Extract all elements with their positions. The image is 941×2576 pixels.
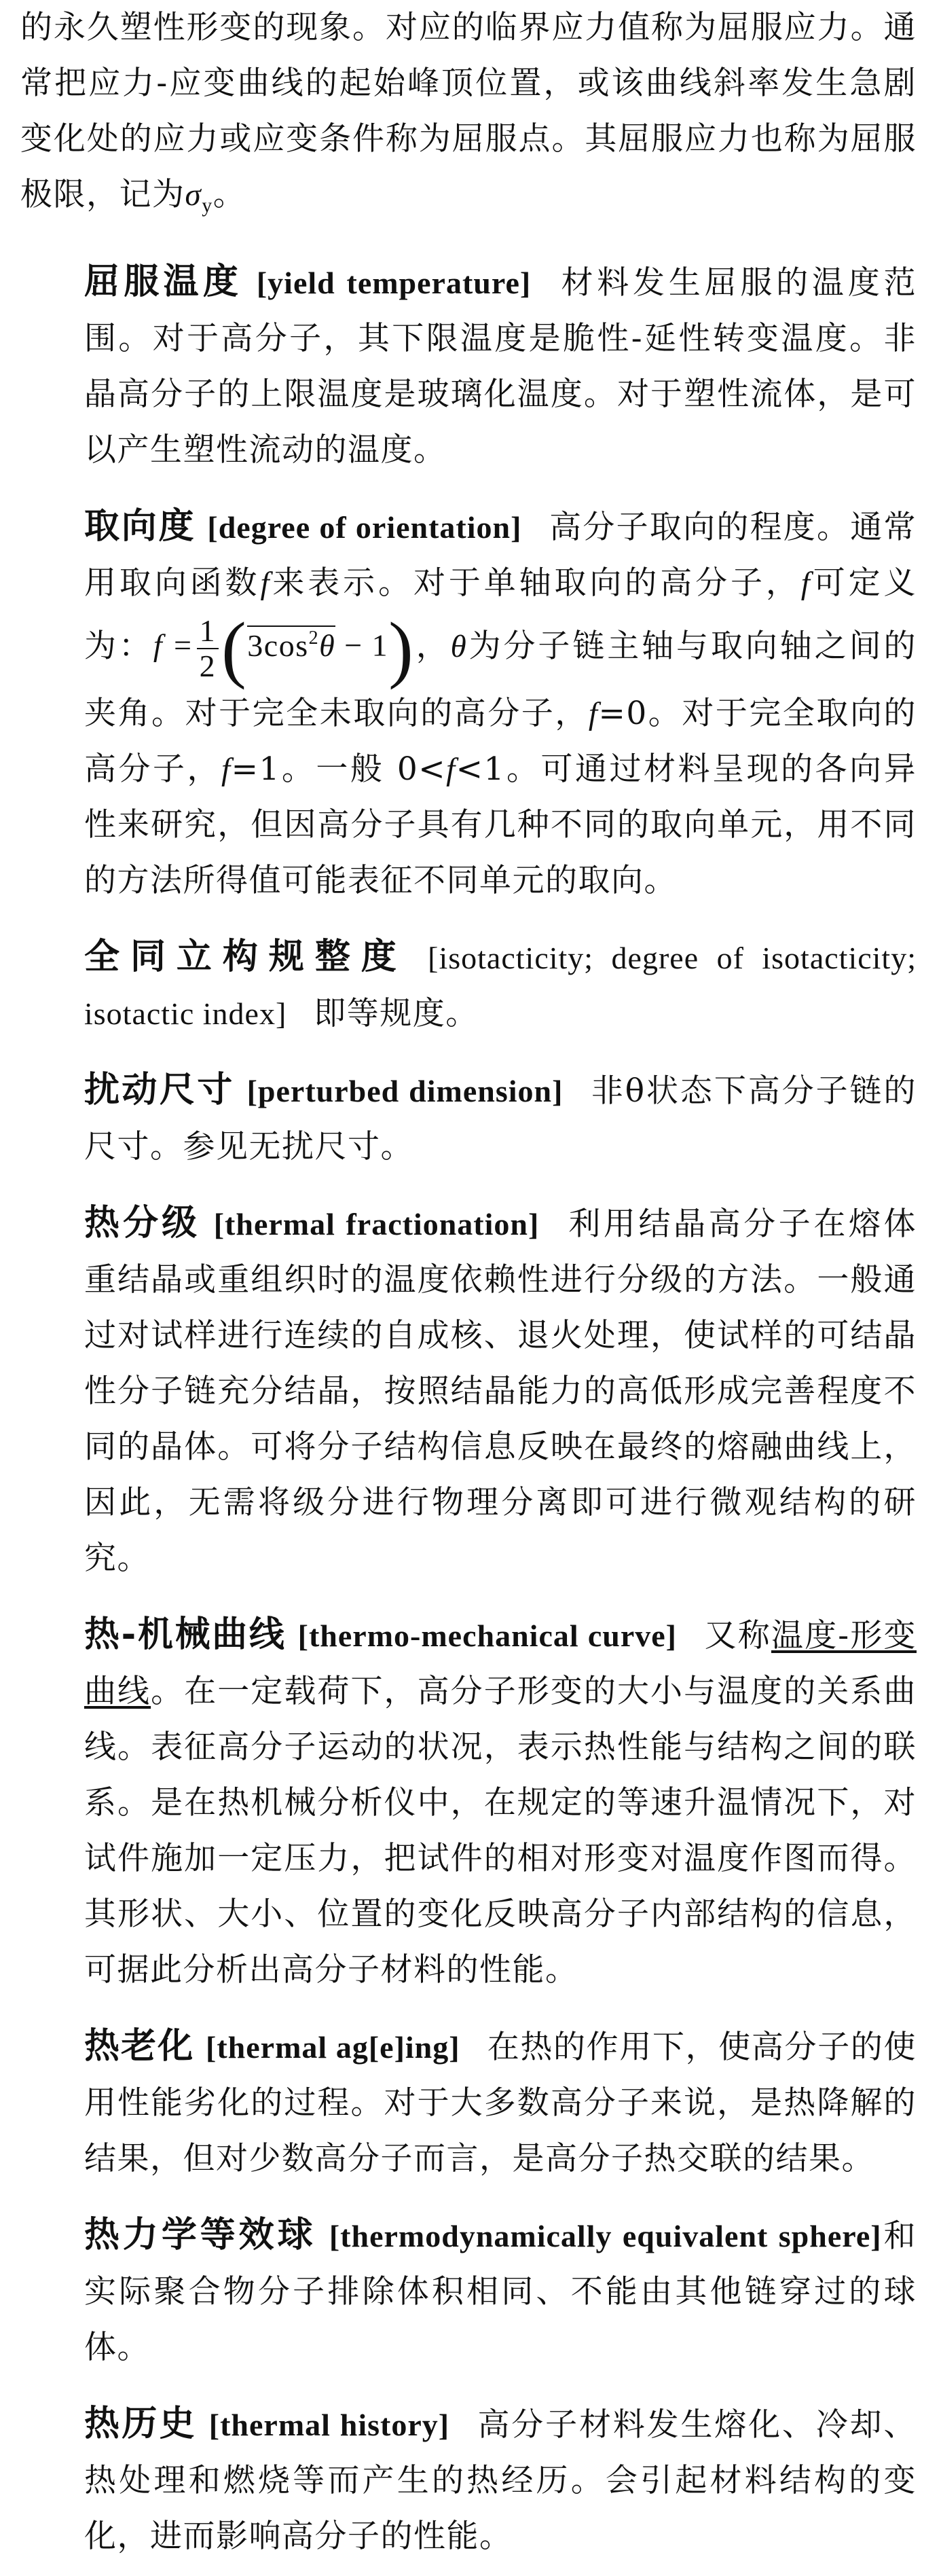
entry-english: [perturbed dimension] [246, 1074, 564, 1108]
entry-isotacticity [20, 929, 917, 1042]
entry-term: 屈服温度 [84, 261, 243, 302]
entry-english: [isotacticity; degree of isotacticity; isotactic index] [84, 941, 917, 1031]
entry-english: [thermal ag[e]ing] [206, 2030, 460, 2065]
entry-thermal-aging [20, 2018, 917, 2187]
entry-definition: 高分子材料发生熔化、冷却、热处理和燃烧等而产生的热经历。会引起材料结构的变化，进而影响高分子的性能。 [84, 2406, 917, 2555]
entry-definition: 在热的作用下，使高分子的使用性能劣化的过程。对于大多数高分子来说，是热降解的结果，但对少数高分子而言，是高分子热交联的结果。 [84, 2029, 917, 2177]
entry-term: 扰动尺寸 [84, 1070, 235, 1110]
entry-thermodynamic-sphere [20, 2207, 917, 2376]
entry-english: [yield temperature] [256, 266, 532, 300]
entry-term: 热老化 [84, 2026, 195, 2067]
entry-term: 热分级 [84, 1203, 201, 1244]
entry-definition: 利用结晶高分子在熔体重结晶或重组织时的温度依赖性进行分级的方法。一般通过对试样进行连续的自成核、退火处理，使试样的可结晶性分子链充分结晶，按照结晶能力的高低形成完善程度不同的晶体。可将分子结构信息反映在最终的熔融曲线上，因此，无需将级分进行物理分离即可进行微观结构的研究。 [84, 1205, 917, 1577]
cross-reference-link[interactable]: 温度-形变曲线 [84, 1617, 917, 1710]
entry-definition: 和实际聚合物分子排除体积相同、不能由其他链穿过的球体。 [84, 2217, 917, 2366]
entry-thermal-history [20, 2396, 917, 2564]
entry-thermo-mechanical-curve: 热-机械曲线 [thermo-mechanical curve] 又称温度-形变曲线。在一定载荷下，高分子形变的大小与温度的关系曲线。表征高分子运动的状况，表示热性能与结构之间的联系。是在热机械分析仪中，在规定的等速升温情况下，对试件施加一定压力，把试件的相对形变对温度作图而得。其形状、大小、位置的变化反映高分子内部结构的信息，可据此分析出高分子材料的性能。 [84, 1614, 917, 1989]
entry-orientation: 取向度 [degree of orientation] 高分子取向的程度。通常用取向函数f来表示。对于单轴取向的高分子，f可定义为：f = $\frac{1}{2}$ $(3\cos^2\theta - 1)$，θ为分子链主轴与取向轴之间的夹角。对于完全未取向的高分子，f=0。对于完全取向的高分子，f=1。一般 0<f<1。可通过材料呈现的各向异性来研究，但因高分子具有几种不同的取向单元，用不同的方法所得值可能表征不同单元的取向。 [84, 506, 917, 899]
yield-stress-symbol: $\sigma_y$ [185, 177, 213, 217]
entry-english: [thermodynamically equivalent sphere] [329, 2219, 882, 2253]
entry-text: 的永久塑性形变的现象。对应的临界应力值称为屈服应力。通常把应力-应变曲线的起始峰顶位置，或该曲线斜率发生急剧变化处的应力或应变条件称为屈服点。其屈服应力也称为屈服极限，记为 [20, 9, 917, 213]
entry-english: [degree of orientation] [207, 510, 522, 545]
entry-perturbed-dimension [20, 1062, 917, 1175]
entry-english: [thermal history] [208, 2408, 450, 2442]
entry-term: 取向度 [84, 506, 196, 547]
entry-term: 热历史 [84, 2403, 198, 2444]
entry-definition: 即等规度。 [314, 995, 479, 1032]
entry-yield-temperature [20, 254, 917, 478]
entry-term: 热力学等效球 [84, 2215, 316, 2255]
entry-english: [thermo-mechanical curve] [297, 1618, 677, 1653]
entry-definition: 材料发生屈服的温度范围。对于高分子，其下限温度是脆性-延性转变温度。非晶高分子的上限温度是玻璃化温度。对于塑性流体，是可以产生塑性流动的温度。 [84, 264, 917, 469]
entry-english: [thermal fractionation] [213, 1207, 540, 1241]
entry-definition: 非θ状态下高分子链的尺寸。参见无扰尺寸。 [84, 1072, 917, 1165]
entry-thermal-fractionation [20, 1195, 917, 1586]
orientation-formula: f = $\frac{1}{2}$ $(3\cos^2\theta - 1)$ [153, 607, 415, 690]
entry-term: 全同立构规整度 [84, 937, 407, 977]
entry-term: 热-机械曲线 [84, 1614, 287, 1655]
entry-yield-continuation: 的永久塑性形变的现象。对应的临界应力值称为屈服应力。通常把应力-应变曲线的起始峰顶位置，或该曲线斜率发生急剧变化处的应力或应变条件称为屈服点。其屈服应力也称为屈服极限，记为$\sigma_y$。 [20, 9, 917, 217]
